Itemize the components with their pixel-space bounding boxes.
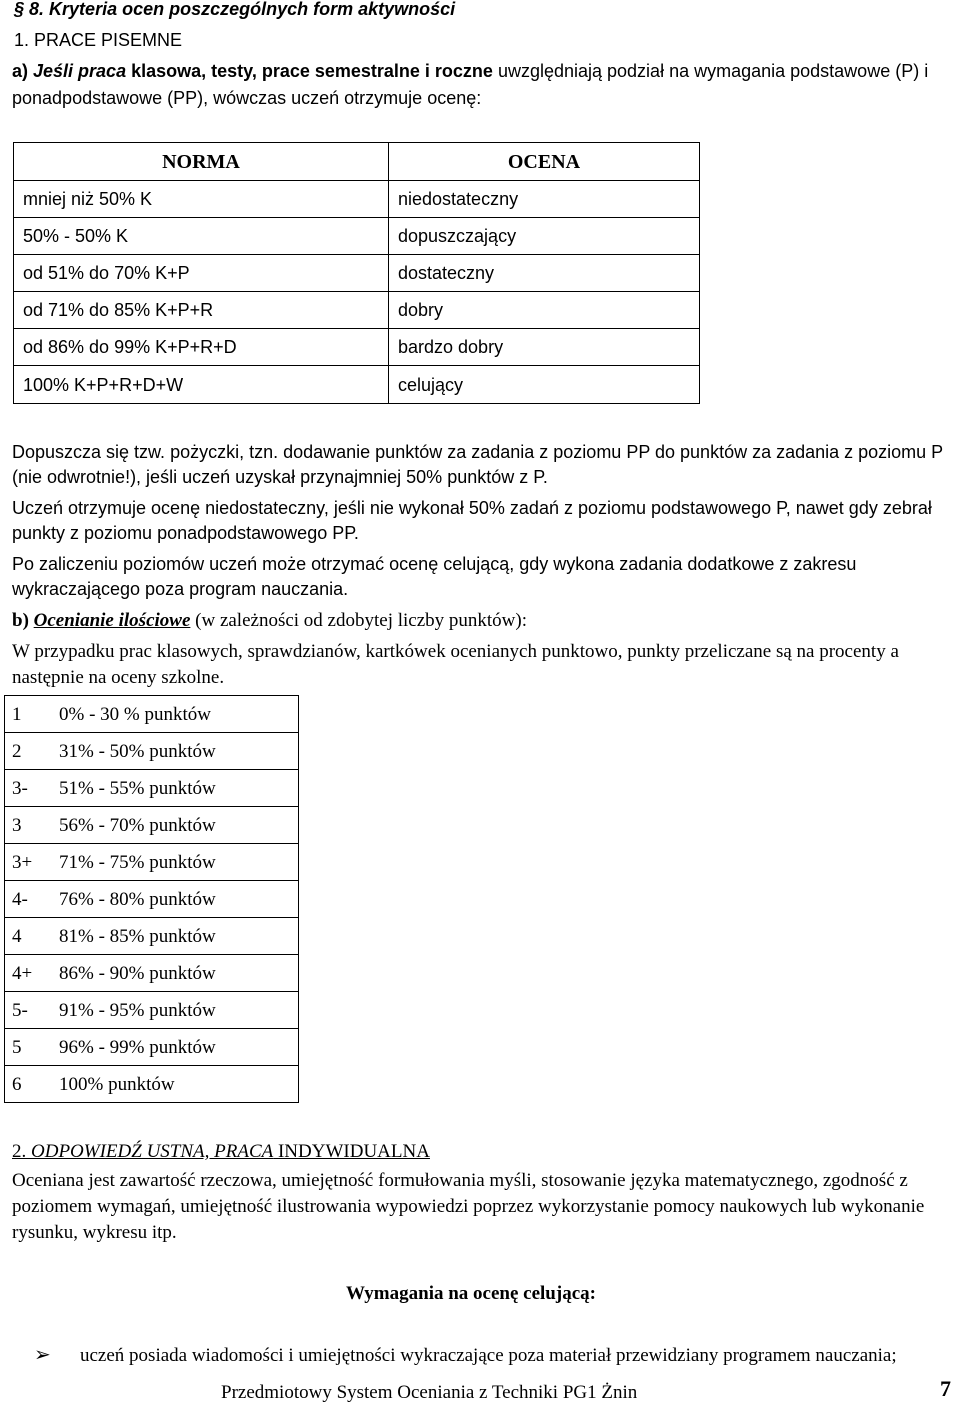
grade-value: 6 xyxy=(12,1073,22,1095)
table-row xyxy=(5,1029,299,1066)
grade-value: 1 xyxy=(12,703,22,725)
intro-a-italic: Jeśli praca xyxy=(33,61,127,81)
grade-range: 0% - 30 % punktów xyxy=(59,703,211,725)
section-heading xyxy=(14,0,455,21)
norm-cell: mniej niż 50% K xyxy=(14,181,389,218)
intro-a-paragraph xyxy=(12,58,947,112)
grade-range: 81% - 85% punktów xyxy=(59,925,216,947)
bullet-icon: ➢ xyxy=(34,1342,51,1366)
part2-text: Oceniana jest zawartość rzeczowa, umiejętność formułowania myśli, stosowanie języka matematycznego, zgodność z poziomem wymagań, umiejętność ilustrowania wypowiedzi poprzez wykorzystanie pomocy naukowych lub wykonanie rysunku, wykresu itp. xyxy=(12,1170,925,1243)
grade-cell: dostateczny xyxy=(389,255,700,292)
part2-title-italic: ODPOWIEDŹ USTNA, PRACA xyxy=(31,1141,274,1162)
part2-heading xyxy=(12,1139,947,1164)
table-row xyxy=(5,955,299,992)
table-row xyxy=(5,918,299,955)
section-title: 8. Kryteria ocen poszczególnych form aktywności xyxy=(29,0,456,19)
grade-cell: niedostateczny xyxy=(389,181,700,218)
part2-title-rest: INDYWIDUALNA xyxy=(273,1141,430,1162)
requirements-heading: Wymagania na ocenę celującą: xyxy=(346,1283,596,1304)
table-row xyxy=(5,992,299,1029)
excellent-paragraph: Po zaliczeniu poziomów uczeń może otrzymać ocenę celującą, gdy wykona zadania dodatkowe z zakresu wykraczającego poza program nauczania. xyxy=(12,554,857,599)
grade-range: 100% punktów xyxy=(59,1073,175,1095)
grade-cell: bardzo dobry xyxy=(389,329,700,366)
grade-range: 76% - 80% punktów xyxy=(59,888,216,910)
grade-value: 3 xyxy=(12,814,22,836)
b-title: Ocenianie ilościowe xyxy=(33,610,191,631)
section-symbol: § xyxy=(14,0,25,19)
part2-number: 2. xyxy=(12,1141,31,1162)
grade-value: 2 xyxy=(12,740,22,762)
norm-cell: od 71% do 85% K+P+R xyxy=(14,292,389,329)
table-row xyxy=(5,770,299,807)
table-row xyxy=(5,1066,299,1103)
page-number: 7 xyxy=(940,1376,951,1401)
points-paragraph: W przypadku prac klasowych, sprawdzianów, kartkówek ocenianych punktowo, punkty przeliczane są na procenty a następnie na oceny szkolne. xyxy=(12,641,899,688)
norm-table xyxy=(13,142,700,404)
table-row xyxy=(5,881,299,918)
part1-heading: 1. PRACE PISEMNE xyxy=(14,30,183,50)
requirement-item: uczeń posiada wiadomości i umiejętności wykraczające poza materiał przewidziany programem nauczania; xyxy=(80,1345,897,1366)
table-row xyxy=(5,696,299,733)
intro-a-bold: klasowa, testy, prace semestralne i roczne xyxy=(126,61,493,81)
norm-header: NORMA xyxy=(14,143,389,181)
grade-value: 5 xyxy=(12,1036,22,1058)
table-row xyxy=(5,807,299,844)
grade-value: 4- xyxy=(12,888,28,910)
fail-paragraph: Uczeń otrzymuje ocenę niedostateczny, jeśli nie wykonał 50% zadań z poziomu podstawowego P, nawet gdy zebrał punkty z poziomu ponadpodstawowego PP. xyxy=(12,498,932,543)
grade-cell: dopuszczający xyxy=(389,218,700,255)
grade-cell: celujący xyxy=(389,366,700,404)
grade-range: 91% - 95% punktów xyxy=(59,999,216,1021)
intro-a-prefix: a) xyxy=(12,61,34,81)
b-prefix: b) xyxy=(12,610,34,631)
grade-value: 4 xyxy=(12,925,22,947)
grade-value: 3+ xyxy=(12,851,33,873)
grade-table xyxy=(4,695,299,1103)
b-rest: (w zależności od zdobytej liczby punktów): xyxy=(190,610,528,631)
quantitative-heading xyxy=(12,608,947,633)
grade-range: 51% - 55% punktów xyxy=(59,777,216,799)
norm-cell: 100% K+P+R+D+W xyxy=(14,366,389,404)
grade-range: 31% - 50% punktów xyxy=(59,740,216,762)
norm-cell: od 86% do 99% K+P+R+D xyxy=(14,329,389,366)
table-row xyxy=(5,733,299,770)
norm-cell: 50% - 50% K xyxy=(14,218,389,255)
intro-a-rest: uwzględniają podział na wymagania podstawowe (P) i ponadpodstawowe (PP), wówczas uczeń otrzymuje ocenę: xyxy=(12,61,929,108)
grade-range: 96% - 99% punktów xyxy=(59,1036,216,1058)
grade-range: 56% - 70% punktów xyxy=(59,814,216,836)
grade-cell: dobry xyxy=(389,292,700,329)
grade-value: 4+ xyxy=(12,962,33,984)
borrowing-paragraph: Dopuszcza się tzw. pożyczki, tzn. dodawanie punktów za zadania z poziomu PP do punktów za zadania z poziomu P (nie odwrotnie!), jeśli uczeń uzyskał przynajmniej 50% punktów z P. xyxy=(12,442,943,487)
grade-value: 3- xyxy=(12,777,28,799)
norm-cell: od 51% do 70% K+P xyxy=(14,255,389,292)
grade-value: 5- xyxy=(12,999,28,1021)
grade-range: 86% - 90% punktów xyxy=(59,962,216,984)
footer-text: Przedmiotowy System Oceniania z Techniki PG1 Żnin xyxy=(221,1382,638,1403)
grade-header: OCENA xyxy=(389,143,700,181)
table-row xyxy=(5,844,299,881)
grade-range: 71% - 75% punktów xyxy=(59,851,216,873)
